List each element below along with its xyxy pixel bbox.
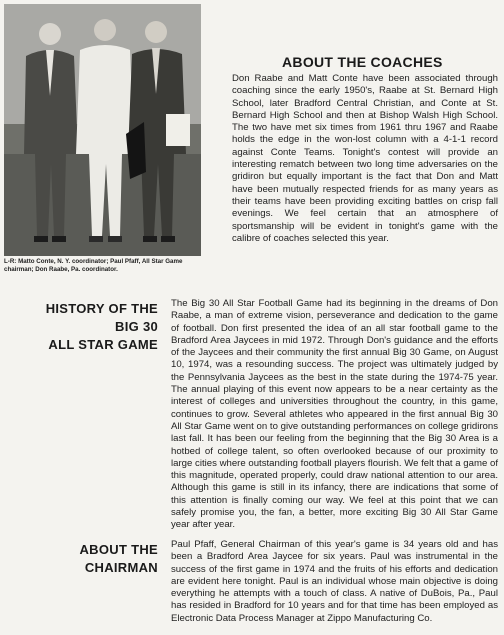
history-text: The Big 30 All Star Football Game had its beginning in the dreams of Don Raabe, a man of extreme vision, perseverance and dedication to the game of football. Don first presented the idea of an all star football game to the Bradford Area Jaycees in mid 1972. Through Don's guidance and the efforts of the Jaycees and their community the first annual Big 30 Game, on August 10, 1974, was a resounding success. The project was ultimately judged by the Pennsylvania Jaycees as the best in the state during the 1974-75 year. The annual playing of this event now appears to be a near certainty as the interest of colleges and universities throughout the country, in this game, continues to grow. Several athletes who appeared in the first annual Big 30 All Star Game went on to give outstanding performances on college gridirons last fall. It has been our feeling from the beginning that the Big 30 Area is a hotbed of college talent, so often overlooked because of our proximity to large cities where outstanding football players flourish. We felt that a game of this magnitude, operated properly, could draw national attention to our area. Although this game is still in its infancy, there are indications that some of this attention is finally coming our way. We feel at this point that we can safely promise you, the fan, a better, more exciting Big 30 All Star Game year after year. bbox=[171, 298, 498, 531]
about-coaches-heading: ABOUT THE COACHES bbox=[282, 54, 443, 70]
chairman-text: Paul Pfaff, General Chairman of this year's game is 34 years old and has been a Bradford Area Jaycee for six years. Paul was instrumental in the success of the first game in 1974 and the fruits of his efforts and dedication are evident here tonight. Paul is an individual whose main objective is doing everything he attempts with a touch of class. A native of DuBois, Pa., Paul has resided in Bradford for 10 years and for that time has been employed as Electronic Data Process Manager at Zippo Manufacturing Co. bbox=[171, 539, 498, 624]
chairman-heading-line-2: CHAIRMAN bbox=[84, 560, 158, 575]
history-heading bbox=[40, 300, 158, 354]
chairman-heading-line-1: ABOUT THE bbox=[79, 542, 158, 557]
coaches-photo-illustration bbox=[4, 4, 201, 256]
coaches-photo bbox=[4, 4, 201, 256]
about-coaches-text: Don Raabe and Matt Conte have been associated through coaching since the early 1950's, Raabe at St. Bernard High School, later Bradford Central Christian, and Conte at St. Bernard High School and then at Bishop Walsh High School. The two have met six times from 1961 thru 1967 and Raabe holds the edge in the won-lost column with a 4-1-1 record against Conte Teams. Tonight's contest will provide an interesting rematch between two long time adversaries on the gridiron but equally important is the fact that Don and Matt have been mutually respected friends for as many years as their teams have been providing exciting battles on crisp fall evenings. We feel certain that an atmosphere of sportsmanship will be evident in tonight's game with the calibre of coaches selected this year. bbox=[232, 73, 498, 244]
chairman-heading bbox=[60, 541, 158, 577]
history-heading-line-3: ALL STAR GAME bbox=[48, 337, 158, 352]
history-heading-line-1: HISTORY OF THE bbox=[45, 301, 158, 316]
history-heading-line-2: BIG 30 bbox=[115, 319, 158, 334]
photo-caption: L-R: Matto Conte, N. Y. coordinator; Paul Pfaff, All Star Game chairman; Don Raabe, Pa. coordinator. bbox=[4, 258, 183, 273]
